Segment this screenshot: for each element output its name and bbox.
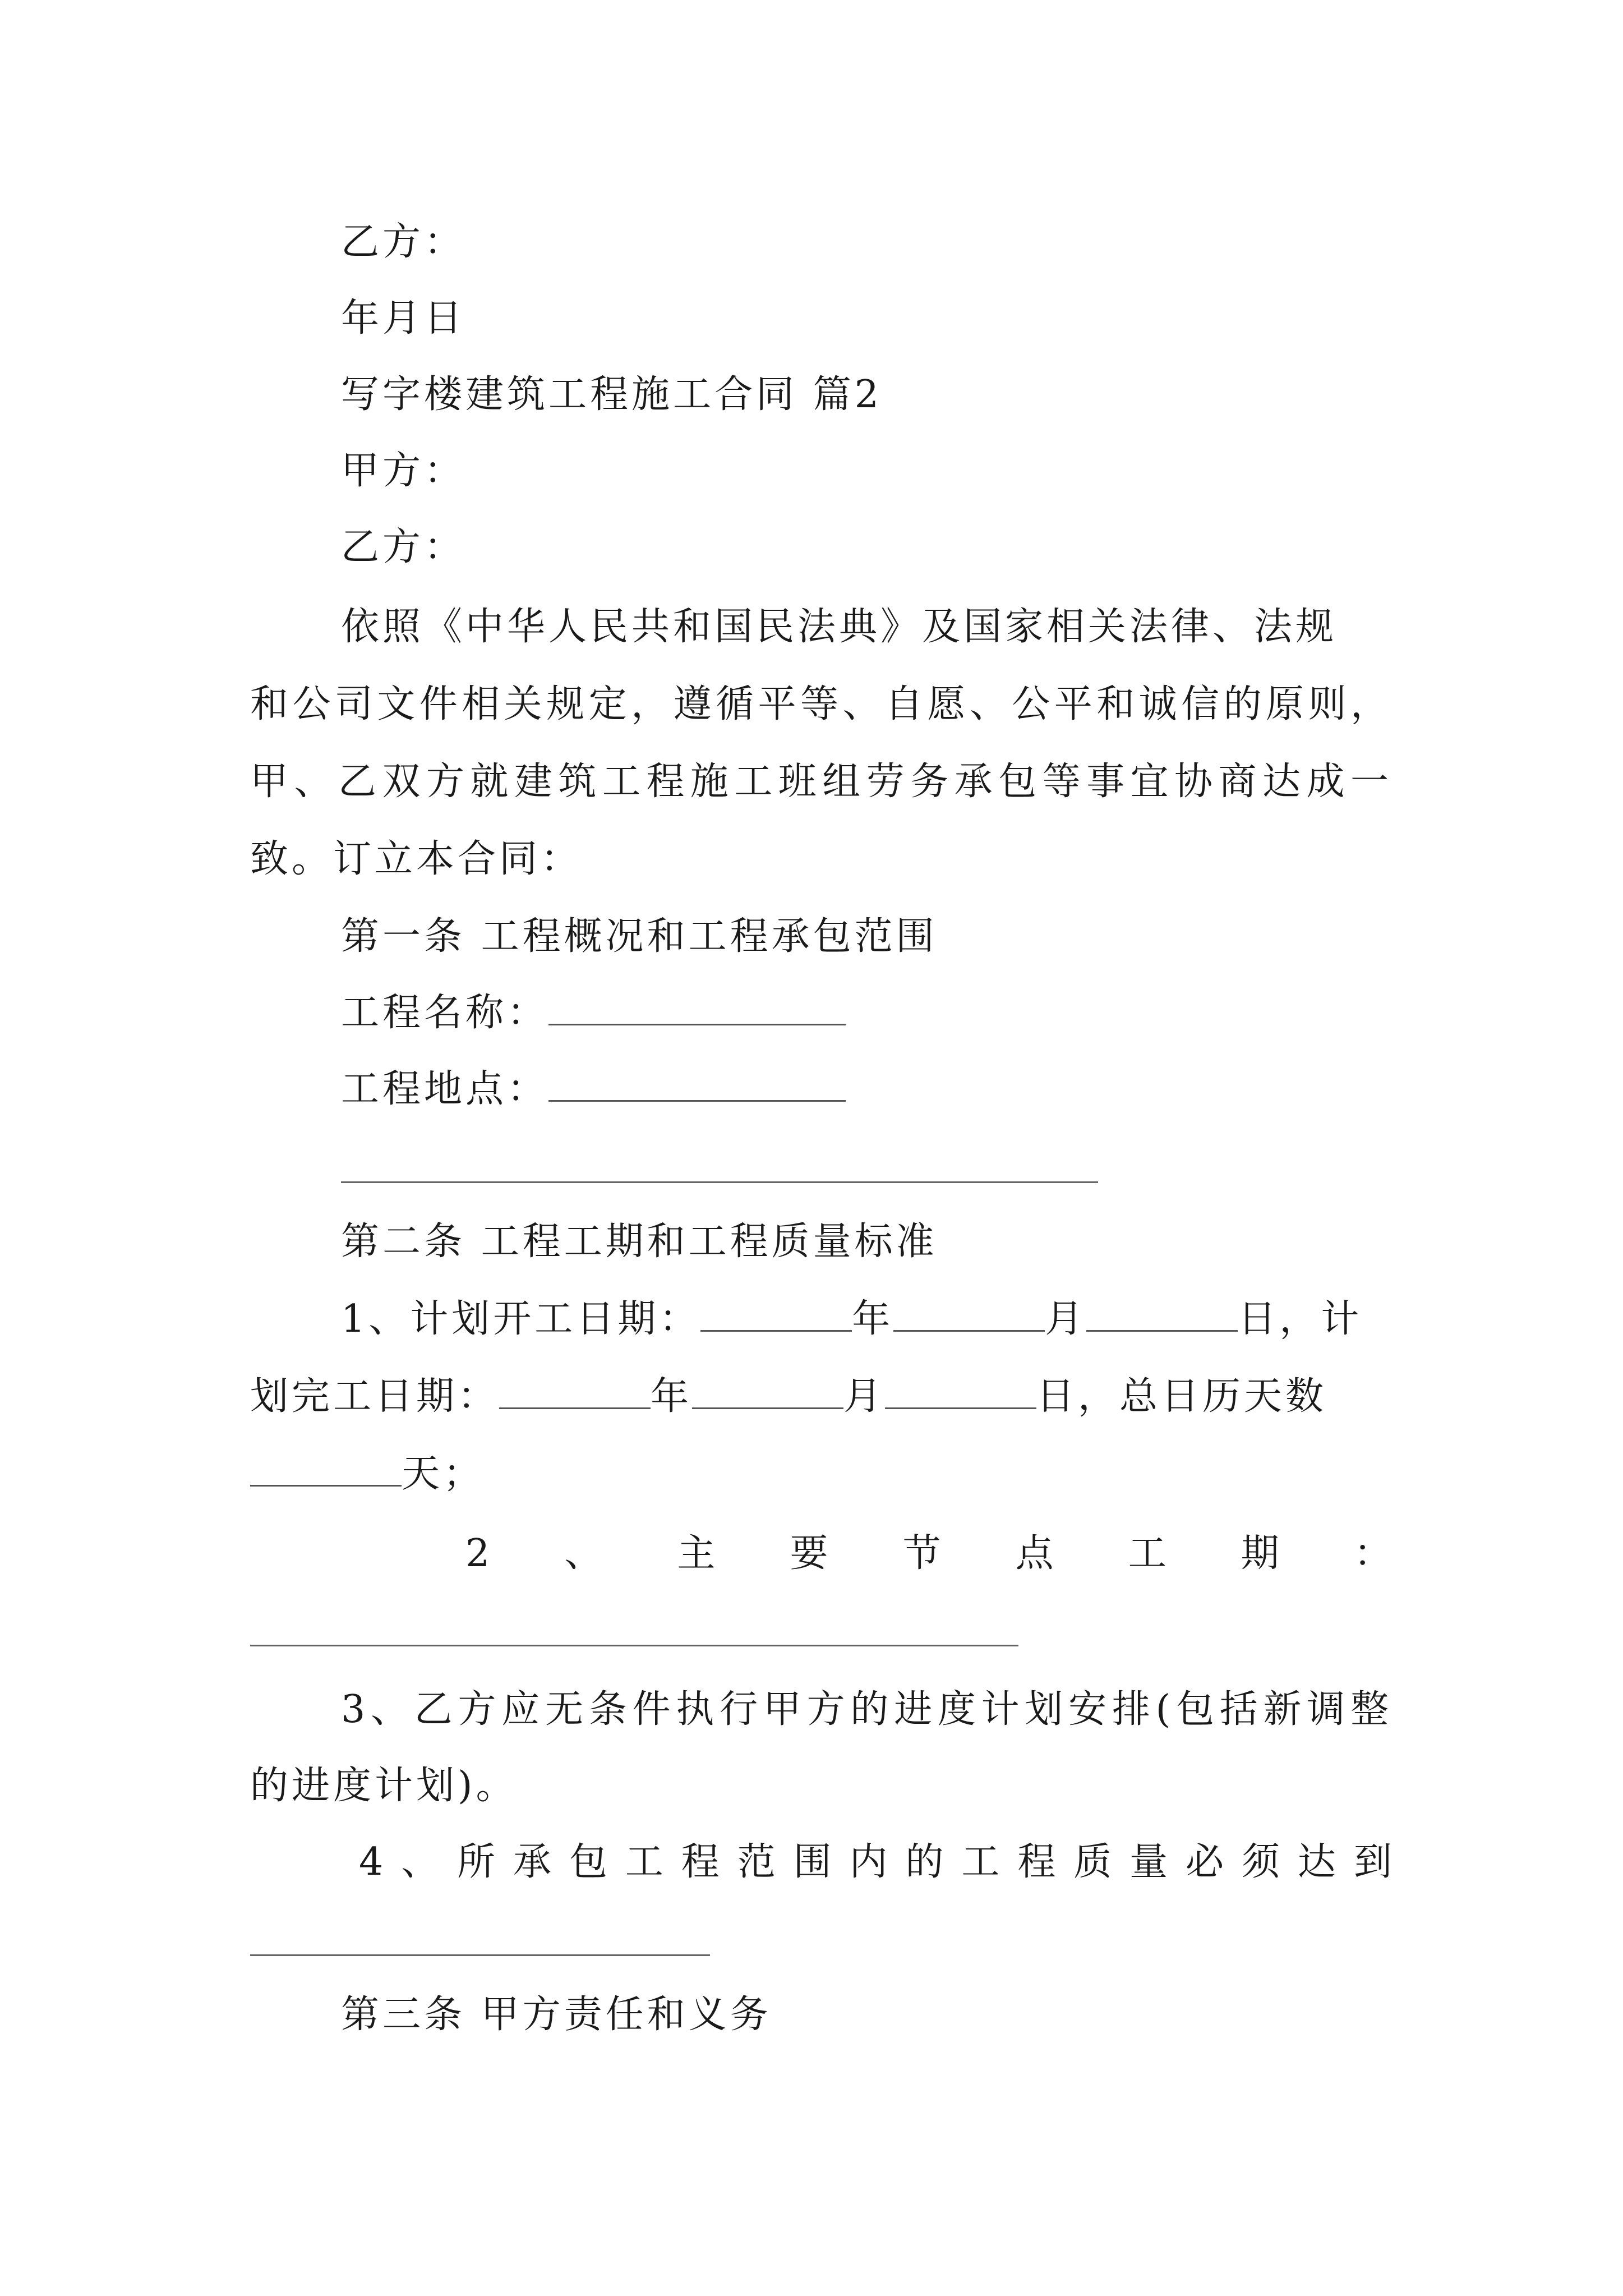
quality-standard-blank-line	[250, 1954, 710, 1956]
project-place-row	[341, 1061, 846, 1117]
end-month-blank	[692, 1373, 843, 1409]
clause-4-line	[359, 1834, 1392, 1890]
c4-char: 承	[513, 1840, 552, 1884]
year-unit-2: 年	[651, 1374, 693, 1419]
c4-char: 程	[1017, 1840, 1056, 1884]
days-unit: 天；	[402, 1452, 485, 1496]
project-place-label: 工程地点：	[341, 1067, 549, 1111]
c2-char: 要	[790, 1531, 828, 1576]
start-day-blank	[1086, 1295, 1238, 1332]
contract-title: 写字楼建筑工程施工合同 篇2	[341, 372, 882, 417]
c4-char: 、	[401, 1840, 440, 1884]
party-b-label: 乙方：	[341, 220, 466, 264]
c4-char: 所	[457, 1840, 496, 1884]
month-unit: 月	[1045, 1297, 1087, 1341]
article-1-heading: 第一条 工程概况和工程承包范围	[341, 914, 938, 959]
preamble-line-4: 致。订立本合同：	[250, 837, 583, 881]
clause-3-line-1: 3、乙方应无条件执行甲方的进度计划安排(包括新调整	[341, 1687, 1392, 1732]
clause-1-line-3	[250, 1446, 485, 1502]
project-name-row	[341, 985, 846, 1041]
date-line: 年月日	[341, 296, 466, 341]
clause-1-line-1	[341, 1291, 1362, 1347]
end-day-blank	[885, 1373, 1036, 1409]
c4-char: 到	[1353, 1840, 1392, 1884]
start-month-blank	[893, 1295, 1045, 1332]
party-b-label-2: 乙方：	[341, 525, 466, 569]
total-days-blank	[250, 1450, 402, 1487]
c4-char: 达	[1297, 1840, 1336, 1884]
c4-char: 程	[681, 1840, 720, 1884]
preamble-line-3: 甲、乙双方就建筑工程施工班组劳务承包等事宜协商达成一	[250, 760, 1392, 804]
party-a-label: 甲方：	[341, 449, 466, 493]
c2-char: 节	[902, 1531, 941, 1576]
c4-char: 内	[849, 1840, 888, 1884]
c4-char: 的	[905, 1840, 944, 1884]
c2-char: 工	[1128, 1531, 1166, 1576]
c4-char: 必	[1186, 1840, 1224, 1884]
c2-char: ：	[1353, 1531, 1392, 1576]
project-place-blank	[548, 1065, 846, 1102]
year-unit: 年	[852, 1297, 894, 1341]
end-date-label: 划完工日期：	[250, 1374, 500, 1419]
start-date-label: 1、计划开工日期：	[341, 1297, 701, 1341]
c4-char: 工	[625, 1840, 663, 1884]
c4-char: 须	[1242, 1840, 1280, 1884]
day-unit: 日，计	[1238, 1297, 1363, 1341]
c4-char: 包	[569, 1840, 607, 1884]
article-2-heading: 第二条 工程工期和工程质量标准	[341, 1220, 938, 1264]
c4-char: 4	[359, 1840, 384, 1884]
clause-2-line	[465, 1526, 1392, 1582]
c4-char: 质	[1073, 1840, 1112, 1884]
c2-char: 2	[465, 1531, 490, 1576]
clause-3-line-2: 的进度计划)。	[250, 1764, 518, 1808]
c4-char: 范	[737, 1840, 776, 1884]
month-unit-2: 月	[843, 1374, 886, 1419]
start-year-blank	[700, 1295, 852, 1332]
c2-char: 点	[1015, 1531, 1054, 1576]
end-year-blank	[499, 1373, 651, 1409]
c4-char: 量	[1129, 1840, 1168, 1884]
milestone-blank-line	[250, 1645, 1018, 1646]
clause-1-line-2	[250, 1369, 1327, 1425]
preamble-line-1: 依照《中华人民共和国民法典》及国家相关法律、法规	[341, 605, 1338, 649]
c2-char: 主	[677, 1531, 716, 1576]
project-name-blank	[548, 989, 846, 1025]
total-days-label: 日，总日历天数	[1036, 1374, 1327, 1419]
c4-char: 围	[793, 1840, 832, 1884]
c2-char: 、	[564, 1531, 603, 1576]
project-name-label: 工程名称：	[341, 991, 549, 1035]
scope-blank-line	[341, 1181, 1098, 1183]
article-3-heading: 第三条 甲方责任和义务	[341, 1993, 772, 2037]
preamble-line-2: 和公司文件相关规定，遵循平等、自愿、公平和诚信的原则，	[250, 682, 1392, 726]
c4-char: 工	[961, 1840, 1000, 1884]
c2-char: 期	[1241, 1531, 1279, 1576]
